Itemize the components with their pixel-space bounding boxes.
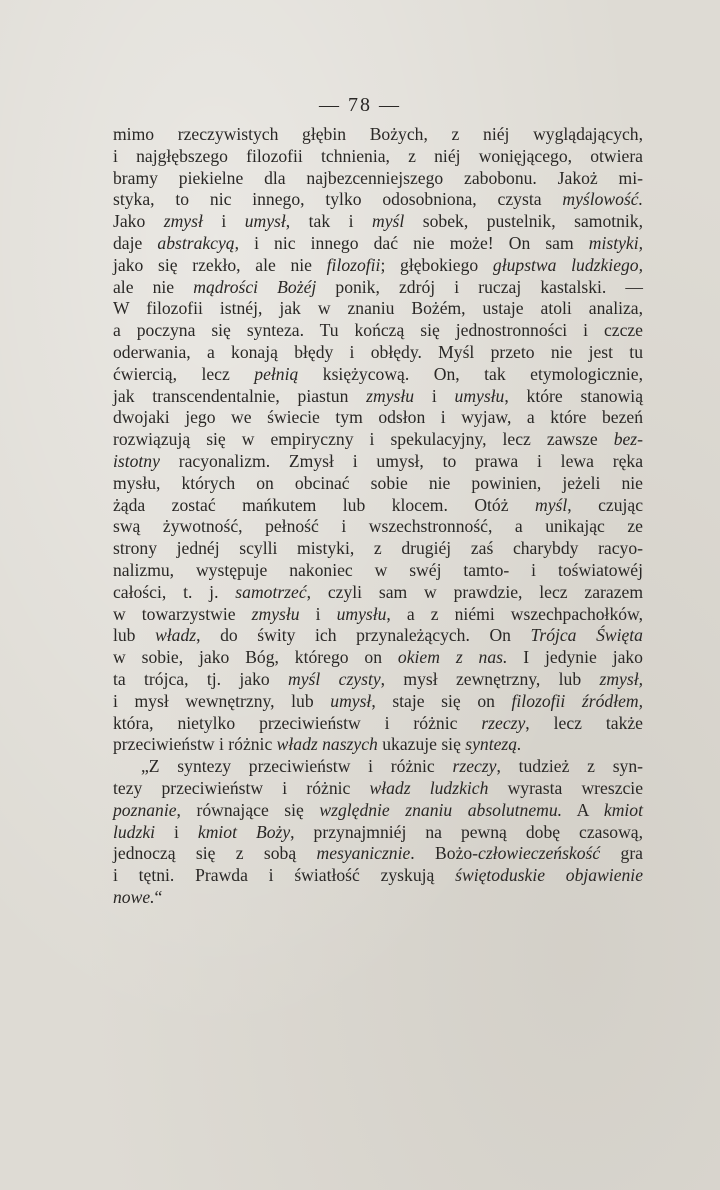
italic-text: zmysł, [599,668,643,689]
text-segment: , czyli sam w prawdzie, lecz zarazem [306,581,643,602]
text-segment: racyonalizm. Zmysł i umysł, to prawa i lewa ręka [159,450,643,471]
text-line [113,756,643,778]
text-segment: styka, to nic innego, tylko odosobniona, czysta [113,189,563,210]
italic-text: władz [155,625,197,646]
text-line [113,538,643,560]
text-segment: oderwania, a konają błędy i obłędy. Myśl przeto nie jest tu [113,341,643,362]
italic-text: umysł [244,211,286,232]
text-segment: i mysł wewnętrzny, lub [113,690,331,711]
text-line [113,800,643,822]
text-segment: i [155,821,198,842]
text-segment: jednoczą się z sobą [113,843,317,864]
text-line [113,146,643,168]
italic-text: myśl [534,494,568,515]
italic-text: kmiot [603,799,643,820]
italic-text: Trójca Święta [530,625,643,646]
italic-text: myślowość. [562,189,643,210]
text-line [113,734,643,756]
text-segment: mysłu, których on obcinać sobie nie powinien, jeżeli nie [113,472,643,493]
italic-text: syntezą. [465,734,522,755]
text-segment: w sobie, jako Bóg, którego on [113,647,398,668]
text-segment: przeciwieństw i różnic [113,734,277,755]
italic-text: rzeczy [481,712,526,733]
text-segment: która, nietylko przeciwieństw i różnic [113,712,482,733]
italic-text: pełnią [254,363,299,384]
text-segment: i [202,211,245,232]
text-line [113,887,643,909]
text-line [113,691,643,713]
text-segment: i najgłębszego filozofii tchnienia, z niéj wonięjącego, otwiera [113,145,643,166]
italic-text: abstrakcyą [157,232,235,253]
italic-text: mistyki, [588,232,643,253]
text-segment: , staje się on [371,690,512,711]
text-segment: , tak i [285,211,373,232]
text-segment: swą żywotność, pełność i wszechstronność, a unikając ze [113,516,643,537]
text-line [113,429,643,451]
text-segment: lub [113,625,156,646]
text-segment: strony jednéj scylli mistyki, z drugiéj zaś charybdy racyo- [113,538,643,559]
text-line [113,843,643,865]
text-segment: ćwiercią, lecz [113,363,255,384]
italic-text: okiem z nas. [397,647,508,668]
text-segment: „Z syntezy przeciwieństw i różnic [141,756,453,777]
text-line [113,364,643,386]
italic-text: filozofii [326,254,381,275]
text-segment: ukazuje się [377,734,466,755]
italic-text: względnie znaniu absolutnemu. [319,799,563,820]
text-line [113,277,643,299]
text-line [113,495,643,517]
text-line [113,647,643,669]
text-line [113,451,643,473]
text-line [113,189,643,211]
text-segment: nalizmu, występuje nakoniec w swéj tamto- i toświatowéj [113,559,643,580]
text-line [113,233,643,255]
text-segment: a poczyna się synteza. Tu kończą się jednostronności i czcze [113,320,643,341]
text-segment: I jedynie jako [507,647,643,668]
text-segment: w towarzystwie [113,603,252,624]
italic-text: człowieczeńskość [478,843,601,864]
text-segment: wyrasta wreszcie [488,777,644,798]
page-number: — 78 — [319,94,401,116]
text-line [113,298,643,320]
text-segment: daje [113,232,158,253]
text-line [113,604,643,626]
italic-text: głupstwa ludzkiego, [492,254,643,275]
text-line [113,822,643,844]
text-segment: , do świty ich przynależących. On [196,625,531,646]
text-segment: księżycową. On, tak etymologicznie, [298,363,643,384]
text-segment: , czując [567,494,643,515]
italic-text: mesyanicznie [316,843,411,864]
text-segment: ponik, zdrój i ruczaj kastalski. — [316,276,644,297]
text-segment: mimo rzeczywistych głębin Bożych, z niéj wyglądających, [113,124,643,144]
text-segment: żąda zostać mańkutem lub klocem. Otóż [113,494,535,515]
text-segment: , tudzież z syn- [496,756,644,777]
text-segment: , a z niémi wszechpachołków, [386,603,643,624]
italic-text: mądrości Bożéj [193,276,317,297]
text-line [113,582,643,604]
text-line [113,407,643,429]
text-line [113,386,643,408]
text-segment: całości, t. j. [113,581,236,602]
text-segment: dwojaki jego we świecie tym odsłon i wyjaw, a które bezeń [113,407,643,428]
text-segment: jak transcendentalnie, piastun [113,385,367,406]
italic-text: bez- [613,429,643,450]
italic-text: poznanie [113,799,177,820]
italic-text: zmysłu [366,385,415,406]
text-line [113,713,643,735]
text-segment: i tętni. Prawda i światłość zyskują [113,865,456,886]
text-segment: ta trójca, tj. jako [113,668,289,689]
italic-text: władz ludzkich [369,777,489,798]
text-segment: i [414,385,455,406]
text-line [113,342,643,364]
text-line [113,320,643,342]
italic-text: myśl czysty [288,668,381,689]
text-segment: ale nie [113,276,194,297]
text-segment: , równające się [176,799,320,820]
text-segment: , lecz także [525,712,643,733]
text-segment: W filozofii istnéj, jak w znaniu Bożém, ustaje atoli analiza, [113,298,643,319]
text-segment: . Bożo- [410,843,479,864]
text-segment: , mysł zewnętrzny, lub [380,668,600,689]
text-segment: rozwiązują się w empiryczny i spekulacyjny, lecz zawsze [113,429,614,450]
italic-text: kmiot Boży [197,821,291,842]
text-line [113,669,643,691]
text-segment: , i nic innego dać nie może! On sam [234,232,589,253]
text-segment: ; głębokiego [380,254,493,275]
text-segment: “ [154,886,163,907]
text-line [113,560,643,582]
italic-text: umysłu [454,385,505,406]
italic-text: władz naszych [276,734,378,755]
italic-text: samotrzeć [235,581,307,602]
italic-text: rzeczy [452,756,497,777]
text-line [113,625,643,647]
text-segment: , przynajmniéj na pewną dobę czasową, [290,821,644,842]
italic-text: ludzki [113,821,156,842]
text-segment: A [562,799,604,820]
text-segment: gra [600,843,643,864]
italic-text: zmysł [163,211,203,232]
body-text [113,124,643,909]
text-segment: Jako [113,211,164,232]
italic-text: nowe. [113,886,155,907]
text-segment: tezy przeciwieństw i różnic [113,777,370,798]
text-line [113,255,643,277]
text-line [113,516,643,538]
text-segment: bramy piekielne dla najbezcenniejszego zabobonu. Jakoż mi- [113,167,643,188]
text-segment: , które stanowią [504,385,644,406]
italic-text: zmysłu [251,603,300,624]
text-segment: jako się rzekło, ale nie [113,254,327,275]
text-line [113,473,643,495]
italic-text: myśl [372,211,405,232]
italic-text: umysł [330,690,372,711]
italic-text: filozofii źródłem, [511,690,643,711]
italic-text: świętoduskie objawienie [455,865,644,886]
italic-text: istotny [113,450,160,471]
text-segment: sobek, pustelnik, samotnik, [404,211,644,232]
text-line [113,211,643,233]
text-segment: i [299,603,337,624]
text-line [113,124,643,146]
text-line [113,865,643,887]
text-line [113,168,643,190]
italic-text: umysłu [336,603,387,624]
text-line [113,778,643,800]
